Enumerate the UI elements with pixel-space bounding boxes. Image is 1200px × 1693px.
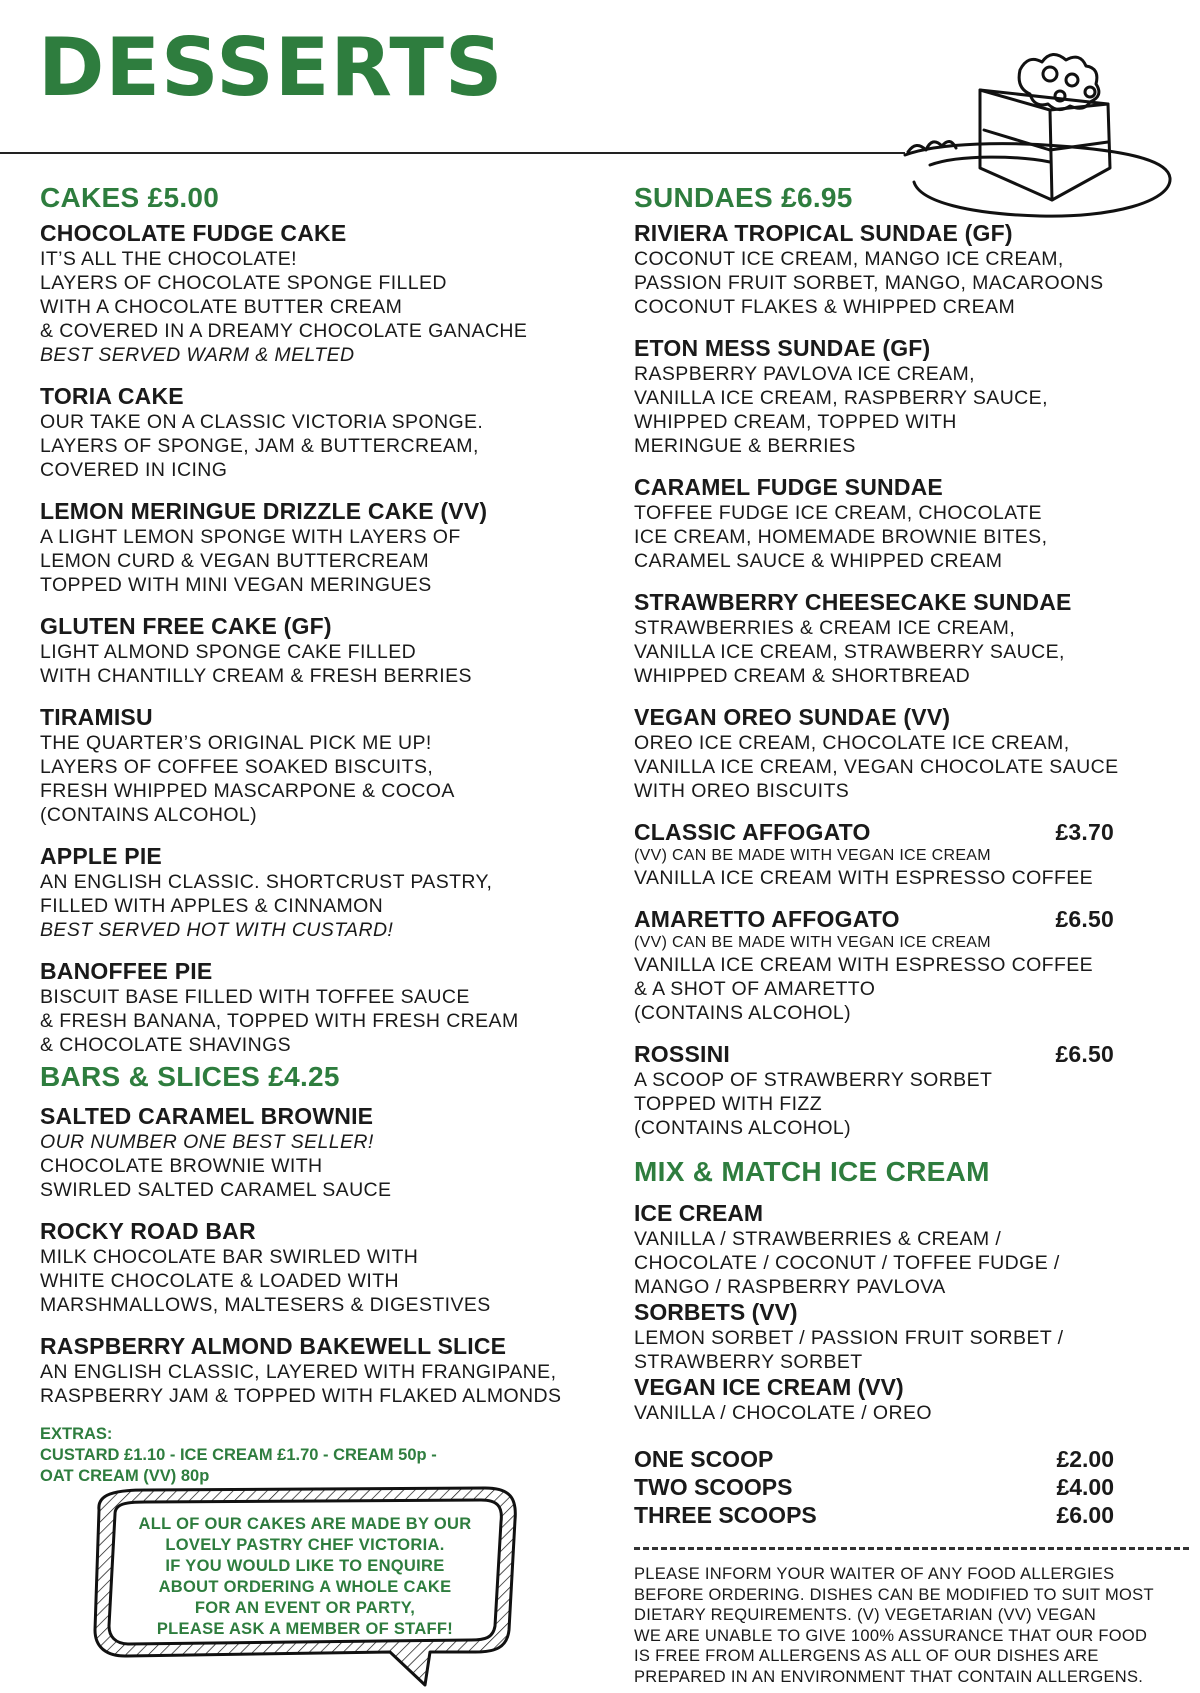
bubble-message — [115, 1514, 495, 1640]
menu-item — [40, 704, 620, 827]
ice-cream-group — [634, 1200, 1144, 1299]
item-name: SALTED CARAMEL BROWNIE — [40, 1103, 374, 1129]
header-divider — [0, 152, 905, 154]
item-description: (CONTAINS ALCOHOL) — [634, 1002, 852, 1024]
item-description: & COVERED IN A DREAMY CHOCOLATE GANACHE — [40, 320, 528, 342]
item-description: LAYERS OF SPONGE, JAM & BUTTERCREAM, — [40, 435, 479, 457]
menu-item — [40, 383, 620, 482]
item-description: MARSHMALLOWS, MALTESERS & DIGESTIVES — [40, 1294, 491, 1316]
item-description: & A SHOT OF AMARETTO — [634, 978, 876, 1000]
bubble-line: FOR AN EVENT OR PARTY, — [194, 1599, 416, 1617]
dashed-divider — [634, 1547, 1189, 1550]
menu-item — [634, 819, 1144, 890]
bubble-line: ABOUT ORDERING A WHOLE CAKE — [158, 1578, 452, 1596]
item-name: AMARETTO AFFOGATO — [634, 906, 900, 932]
menu-item — [634, 474, 1144, 573]
menu-item — [634, 704, 1144, 803]
serving-note: BEST SERVED WARM & MELTED — [40, 344, 355, 366]
item-name: CLASSIC AFFOGATO — [634, 819, 871, 845]
menu-item — [634, 589, 1144, 688]
extras-line: CUSTARD £1.10 - ICE CREAM £1.70 - CREAM 50p - — [40, 1446, 437, 1464]
item-price: £6.50 — [1055, 1041, 1114, 1067]
item-name: STRAWBERRY CHEESECAKE SUNDAE — [634, 589, 1072, 615]
menu-item — [634, 906, 1144, 1025]
flavour-list: MANGO / RASPBERRY PAVLOVA — [634, 1276, 946, 1298]
allergy-line: DIETARY REQUIREMENTS. (V) VEGETARIAN (VV) VEGAN — [634, 1606, 1097, 1624]
item-description: CARAMEL SAUCE & WHIPPED CREAM — [634, 550, 1003, 572]
vegan-ice-cream-group — [634, 1374, 1144, 1425]
item-description: VANILLA ICE CREAM, VEGAN CHOCOLATE SAUCE — [634, 756, 1119, 778]
item-header — [634, 906, 1144, 933]
page-title: DESSERTS — [38, 21, 504, 114]
item-price: £3.70 — [1055, 819, 1114, 845]
item-description: & FRESH BANANA, TOPPED WITH FRESH CREAM — [40, 1010, 519, 1032]
scoop-label: ONE SCOOP — [634, 1446, 774, 1472]
item-description: SWIRLED SALTED CARAMEL SAUCE — [40, 1179, 392, 1201]
item-description: WHITE CHOCOLATE & LOADED WITH — [40, 1270, 400, 1292]
extras-label: EXTRAS: — [40, 1425, 113, 1443]
item-description: THE QUARTER’S ORIGINAL PICK ME UP! — [40, 732, 432, 754]
left-column — [40, 182, 620, 1487]
item-description: & CHOCOLATE SHAVINGS — [40, 1034, 292, 1056]
menu-item — [634, 220, 1144, 319]
flavour-list: VANILLA / STRAWBERRIES & CREAM / — [634, 1228, 1002, 1250]
extras-line: OAT CREAM (VV) 80p — [40, 1467, 210, 1485]
vegan-note: (VV) CAN BE MADE WITH VEGAN ICE CREAM — [634, 934, 991, 951]
item-description: PASSION FRUIT SORBET, MANGO, MACAROONS — [634, 272, 1104, 294]
extras-block — [40, 1424, 620, 1487]
menu-item — [40, 613, 620, 688]
scoop-row — [634, 1501, 1144, 1529]
sorbet-group — [634, 1299, 1144, 1374]
item-name: LEMON MERINGUE DRIZZLE CAKE (VV) — [40, 498, 488, 524]
item-description: MERINGUE & BERRIES — [634, 435, 856, 457]
item-description: WITH A CHOCOLATE BUTTER CREAM — [40, 296, 403, 318]
item-description: COVERED IN ICING — [40, 459, 228, 481]
item-description: WITH CHANTILLY CREAM & FRESH BERRIES — [40, 665, 472, 687]
item-name: APPLE PIE — [40, 843, 162, 869]
item-description: LEMON CURD & VEGAN BUTTERCREAM — [40, 550, 430, 572]
group-name: VEGAN ICE CREAM (VV) — [634, 1374, 904, 1400]
serving-note: BEST SERVED HOT WITH CUSTARD! — [40, 919, 394, 941]
item-name: TIRAMISU — [40, 704, 153, 730]
scoop-label: THREE SCOOPS — [634, 1502, 817, 1528]
vegan-note: (VV) CAN BE MADE WITH VEGAN ICE CREAM — [634, 847, 991, 864]
flavour-list: CHOCOLATE / COCONUT / TOFFEE FUDGE / — [634, 1252, 1060, 1274]
menu-item — [40, 843, 620, 942]
item-description: RASPBERRY JAM & TOPPED WITH FLAKED ALMONDS — [40, 1385, 562, 1407]
item-name: ROCKY ROAD BAR — [40, 1218, 256, 1244]
menu-item — [40, 1333, 620, 1408]
item-description: ICE CREAM, HOMEMADE BROWNIE BITES, — [634, 526, 1048, 548]
item-name: RIVIERA TROPICAL SUNDAE (GF) — [634, 220, 1013, 246]
item-name: ETON MESS SUNDAE (GF) — [634, 335, 931, 361]
item-description: OREO ICE CREAM, CHOCOLATE ICE CREAM, — [634, 732, 1070, 754]
item-name: VEGAN OREO SUNDAE (VV) — [634, 704, 951, 730]
item-description: (CONTAINS ALCOHOL) — [40, 804, 258, 826]
menu-item — [40, 1218, 620, 1317]
item-description: TOFFEE FUDGE ICE CREAM, CHOCOLATE — [634, 502, 1042, 524]
item-description: OUR TAKE ON A CLASSIC VICTORIA SPONGE. — [40, 411, 484, 433]
item-price: £6.50 — [1055, 906, 1114, 932]
scoop-price: £6.00 — [1056, 1502, 1114, 1528]
item-description: AN ENGLISH CLASSIC. SHORTCRUST PASTRY, — [40, 871, 493, 893]
serving-note: OUR NUMBER ONE BEST SELLER! — [40, 1131, 374, 1153]
item-description: VANILLA ICE CREAM, STRAWBERRY SAUCE, — [634, 641, 1065, 663]
item-description: WITH OREO BISCUITS — [634, 780, 850, 802]
allergy-notice — [634, 1564, 1194, 1687]
item-description: COCONUT ICE CREAM, MANGO ICE CREAM, — [634, 248, 1064, 270]
item-description: MILK CHOCOLATE BAR SWIRLED WITH — [40, 1246, 419, 1268]
bubble-line: IF YOU WOULD LIKE TO ENQUIRE — [165, 1557, 445, 1575]
allergy-line: WE ARE UNABLE TO GIVE 100% ASSURANCE THAT OUR FOOD — [634, 1626, 1148, 1645]
item-header — [634, 819, 1144, 846]
item-description: COCONUT FLAKES & WHIPPED CREAM — [634, 296, 1016, 318]
item-description: TOPPED WITH FIZZ — [634, 1093, 823, 1115]
group-name: SORBETS (VV) — [634, 1299, 798, 1325]
item-description: WHIPPED CREAM & SHORTBREAD — [634, 665, 971, 687]
allergy-line: PLEASE INFORM YOUR WAITER OF ANY FOOD ALLERGIES — [634, 1565, 1115, 1583]
mix-match-heading: MIX & MATCH ICE CREAM — [634, 1156, 990, 1187]
flavour-list: VANILLA / CHOCOLATE / OREO — [634, 1402, 932, 1424]
item-description: TOPPED WITH MINI VEGAN MERINGUES — [40, 574, 432, 596]
bubble-line: LOVELY PASTRY CHEF VICTORIA. — [165, 1536, 445, 1554]
item-name: CARAMEL FUDGE SUNDAE — [634, 474, 943, 500]
bubble-line: ALL OF OUR CAKES ARE MADE BY OUR — [138, 1515, 472, 1533]
flavour-list: LEMON SORBET / PASSION FRUIT SORBET / — [634, 1327, 1064, 1349]
item-name: CHOCOLATE FUDGE CAKE — [40, 220, 347, 246]
menu-item — [634, 1041, 1144, 1140]
scoop-price: £2.00 — [1056, 1446, 1114, 1472]
menu-item — [634, 335, 1144, 458]
item-description: VANILLA ICE CREAM WITH ESPRESSO COFFEE — [634, 954, 1094, 976]
item-description: LAYERS OF COFFEE SOAKED BISCUITS, — [40, 756, 434, 778]
item-description: VANILLA ICE CREAM WITH ESPRESSO COFFEE — [634, 867, 1094, 889]
bubble-line: PLEASE ASK A MEMBER OF STAFF! — [156, 1620, 454, 1638]
group-name: ICE CREAM — [634, 1200, 764, 1226]
menu-item — [40, 220, 620, 367]
item-description: A SCOOP OF STRAWBERRY SORBET — [634, 1069, 993, 1091]
scoop-row — [634, 1473, 1144, 1501]
item-description: FRESH WHIPPED MASCARPONE & COCOA — [40, 780, 455, 802]
item-description: WHIPPED CREAM, TOPPED WITH — [634, 411, 957, 433]
item-description: A LIGHT LEMON SPONGE WITH LAYERS OF — [40, 526, 461, 548]
sundaes-heading: SUNDAES £6.95 — [634, 182, 853, 213]
item-description: CHOCOLATE BROWNIE WITH — [40, 1155, 323, 1177]
item-name: GLUTEN FREE CAKE (GF) — [40, 613, 332, 639]
item-description: (CONTAINS ALCOHOL) — [634, 1117, 852, 1139]
allergy-line: PREPARED IN AN ENVIRONMENT THAT CONTAIN ALLERGENS. — [634, 1667, 1144, 1686]
cakes-heading: CAKES £5.00 — [40, 182, 220, 213]
item-name: BANOFFEE PIE — [40, 958, 213, 984]
scoop-label: TWO SCOOPS — [634, 1474, 793, 1500]
scoop-row — [634, 1445, 1144, 1473]
scoop-prices — [634, 1445, 1144, 1529]
item-description: IT’S ALL THE CHOCOLATE! — [40, 248, 297, 270]
scoop-price: £4.00 — [1056, 1474, 1114, 1500]
item-description: AN ENGLISH CLASSIC, LAYERED WITH FRANGIPANE, — [40, 1361, 557, 1383]
item-description: VANILLA ICE CREAM, RASPBERRY SAUCE, — [634, 387, 1048, 409]
item-description: RASPBERRY PAVLOVA ICE CREAM, — [634, 363, 976, 385]
item-description: STRAWBERRIES & CREAM ICE CREAM, — [634, 617, 1016, 639]
item-name: ROSSINI — [634, 1041, 730, 1067]
item-name: TORIA CAKE — [40, 383, 184, 409]
allergy-line: IS FREE FROM ALLERGENS AS ALL OF OUR DISHES ARE — [634, 1647, 1099, 1665]
menu-item — [40, 1103, 620, 1202]
item-description: FILLED WITH APPLES & CINNAMON — [40, 895, 384, 917]
bars-heading: BARS & SLICES £4.25 — [40, 1061, 340, 1092]
flavour-list: STRAWBERRY SORBET — [634, 1351, 863, 1373]
cake-order-bubble — [85, 1480, 525, 1690]
item-name: RASPBERRY ALMOND BAKEWELL SLICE — [40, 1333, 507, 1359]
allergy-line: BEFORE ORDERING. DISHES CAN BE MODIFIED TO SUIT MOST — [634, 1585, 1154, 1604]
item-description: LIGHT ALMOND SPONGE CAKE FILLED — [40, 641, 417, 663]
right-column — [634, 182, 1154, 1687]
item-header — [634, 1041, 1144, 1068]
item-description: LAYERS OF CHOCOLATE SPONGE FILLED — [40, 272, 447, 294]
menu-item — [40, 958, 620, 1057]
item-description: BISCUIT BASE FILLED WITH TOFFEE SAUCE — [40, 986, 470, 1008]
menu-item — [40, 498, 620, 597]
